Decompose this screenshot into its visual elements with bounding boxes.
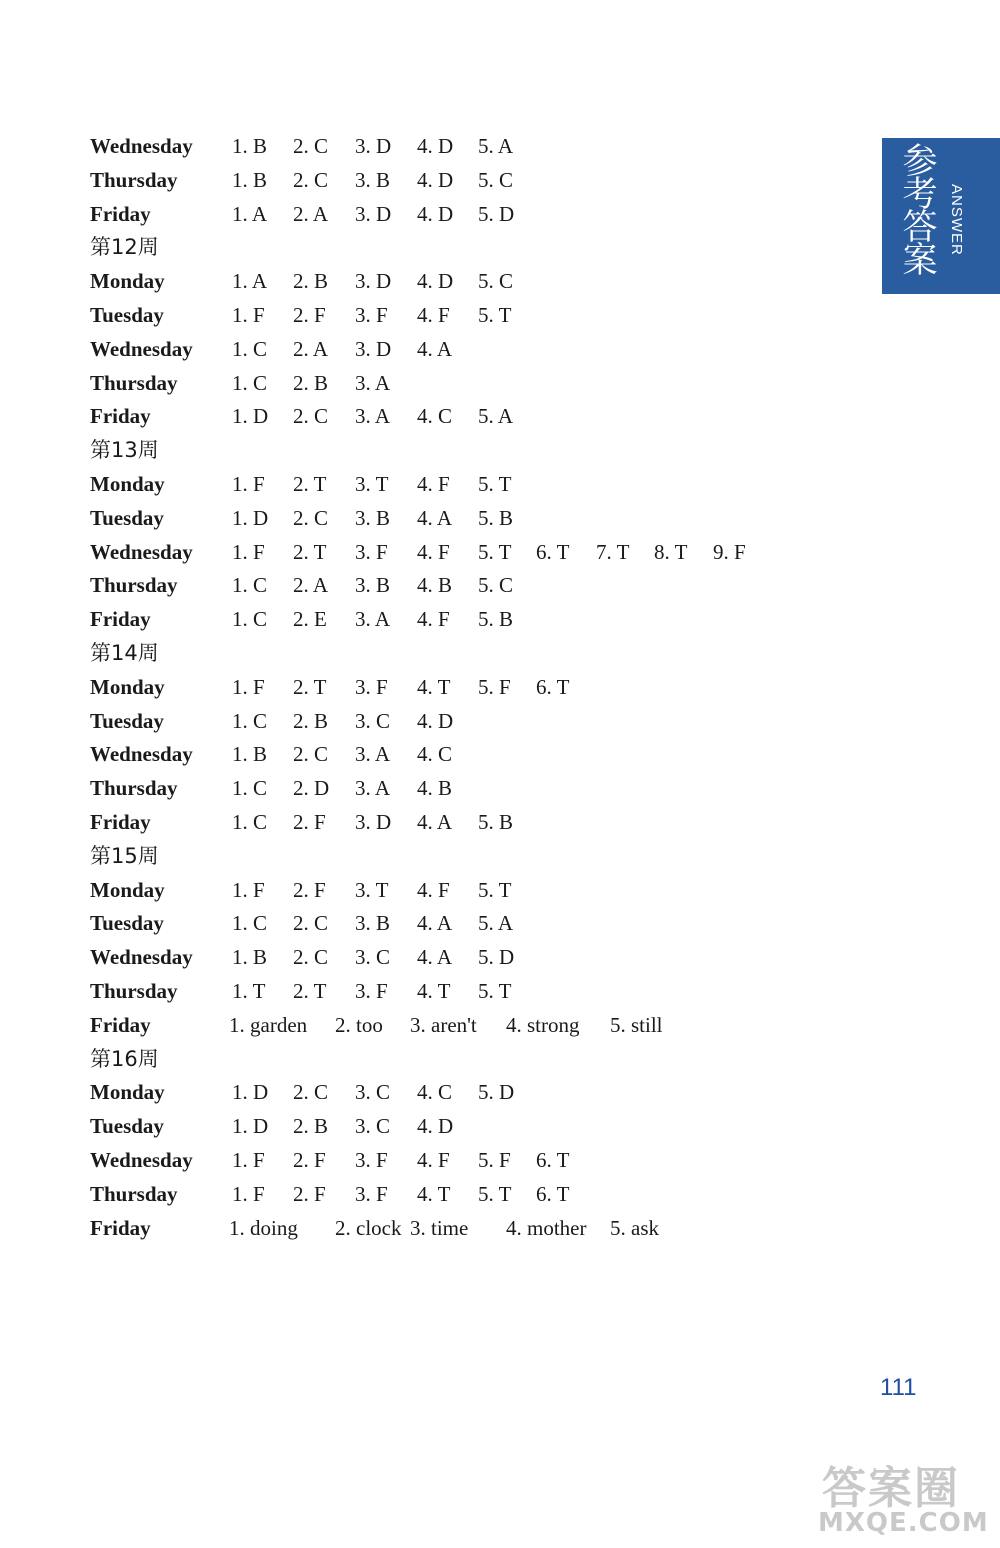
answer-item: 1. F xyxy=(232,1181,265,1206)
day-label: Thursday xyxy=(90,573,178,598)
answer-item: 1. D xyxy=(232,404,269,429)
answer-item: 5. F xyxy=(478,1148,511,1172)
answer-item: 4. F xyxy=(417,472,450,496)
day-label: Thursday xyxy=(90,1181,178,1206)
answer-item: 4. T xyxy=(417,979,451,1003)
answer-item: 4. D xyxy=(417,1114,454,1139)
answer-item: 3. C xyxy=(355,945,391,970)
answer-item: 2. B xyxy=(293,1114,329,1139)
day-answer-row xyxy=(0,570,1000,600)
answer-item: 4. A xyxy=(417,945,453,970)
day-label: Thursday xyxy=(90,370,178,395)
answer-item: 1. F xyxy=(232,472,265,496)
answer-item: 3. B xyxy=(355,911,391,936)
answer-item: 4. strong xyxy=(506,1012,580,1037)
answer-item: 1. B xyxy=(232,167,268,192)
day-answer-row xyxy=(0,131,1000,161)
answer-item: 5. T xyxy=(478,539,512,564)
answer-item: 3. D xyxy=(355,134,392,158)
answer-item: 4. A xyxy=(417,336,453,361)
answer-item: 3. C xyxy=(355,1114,391,1139)
answer-item: 2. B xyxy=(293,269,329,294)
answer-item: 2. C xyxy=(293,505,329,530)
week-heading-row xyxy=(0,1044,1000,1074)
answer-item: 2. C xyxy=(293,167,329,192)
day-label: Monday xyxy=(90,877,165,902)
answer-item: 5. B xyxy=(478,810,514,834)
answer-item: 2. C xyxy=(293,404,329,429)
answer-item: 1. D xyxy=(232,505,269,530)
day-label: Wednesday xyxy=(90,945,193,970)
answer-item: 5. D xyxy=(478,1080,515,1105)
answer-item: 5. A xyxy=(478,404,514,429)
answer-item: 1. D xyxy=(232,1114,269,1139)
answer-item: 1. F xyxy=(232,674,265,699)
day-answer-row xyxy=(0,739,1000,769)
answer-item: 1. F xyxy=(232,1148,265,1172)
day-label: Tuesday xyxy=(90,505,164,530)
answer-item: 5. B xyxy=(478,505,514,530)
answer-item: 3. C xyxy=(355,708,391,733)
answer-item: 5. D xyxy=(478,201,515,226)
answer-item: 4. D xyxy=(417,708,454,733)
answer-item: 5. T xyxy=(478,472,512,496)
answer-item: 2. F xyxy=(293,877,326,902)
answer-item: 3. A xyxy=(355,370,391,395)
answer-item: 3. T xyxy=(355,472,389,496)
day-label: Thursday xyxy=(90,167,178,192)
answer-item: 2. C xyxy=(293,911,329,936)
answer-item: 4. T xyxy=(417,674,451,699)
answer-item: 3. T xyxy=(355,877,389,902)
answer-item: 2. B xyxy=(293,708,329,733)
answer-item: 1. C xyxy=(232,607,268,632)
answer-item: 5. T xyxy=(478,877,512,902)
answer-item: 5. A xyxy=(478,911,514,936)
answer-item: 3. D xyxy=(355,269,392,294)
answer-item: 3. B xyxy=(355,573,391,598)
answer-item: 1. F xyxy=(232,539,265,564)
answer-item: 1. C xyxy=(232,573,268,598)
day-label: Friday xyxy=(90,810,151,834)
answer-item: 4. A xyxy=(417,505,453,530)
answer-item: 5. C xyxy=(478,573,514,598)
answer-item: 3. F xyxy=(355,979,388,1003)
answer-item: 3. F xyxy=(355,1148,388,1172)
answer-item: 1. C xyxy=(232,708,268,733)
answer-item: 4. F xyxy=(417,607,450,632)
day-answer-row xyxy=(0,266,1000,296)
answer-item: 1. C xyxy=(232,911,268,936)
answer-item: 4. C xyxy=(417,404,453,429)
day-label: Tuesday xyxy=(90,1114,164,1139)
answer-item: 6. T xyxy=(536,1181,570,1206)
answer-item: 4. D xyxy=(417,201,454,226)
answer-item: 5. D xyxy=(478,945,515,970)
answer-item: 1. T xyxy=(232,979,266,1003)
answer-item: 1. A xyxy=(232,201,268,226)
day-label: Tuesday xyxy=(90,911,164,936)
day-answer-row xyxy=(0,1010,1000,1040)
answer-item: 7. T xyxy=(596,539,630,564)
day-answer-row xyxy=(0,875,1000,905)
week-heading: 第15周 xyxy=(90,843,159,868)
day-label: Friday xyxy=(90,201,151,226)
answer-item: 3. D xyxy=(355,810,392,834)
day-label: Wednesday xyxy=(90,134,193,158)
answer-item: 2. F xyxy=(293,1148,326,1172)
day-label: Friday xyxy=(90,1012,151,1037)
day-label: Tuesday xyxy=(90,303,164,327)
answer-item: 1. D xyxy=(232,1080,269,1105)
answer-item: 3. B xyxy=(355,505,391,530)
answer-item: 5. ask xyxy=(610,1215,659,1240)
answer-item: 5. C xyxy=(478,269,514,294)
day-answer-row xyxy=(0,503,1000,533)
answer-item: 2. A xyxy=(293,336,329,361)
answer-item: 2. C xyxy=(293,134,329,158)
day-label: Friday xyxy=(90,404,151,429)
week-heading-row xyxy=(0,435,1000,465)
answer-item: 3. F xyxy=(355,674,388,699)
answer-item: 1. F xyxy=(232,877,265,902)
answer-item: 4. B xyxy=(417,573,453,598)
day-answer-row xyxy=(0,942,1000,972)
answer-item: 3. A xyxy=(355,404,391,429)
watermark-cn: 答案圈 xyxy=(822,1463,960,1514)
day-label: Thursday xyxy=(90,776,178,801)
answer-item: 5. B xyxy=(478,607,514,632)
answer-item: 2. F xyxy=(293,1181,326,1206)
answer-item: 6. T xyxy=(536,674,570,699)
week-heading: 第14周 xyxy=(90,641,159,665)
day-answer-row xyxy=(0,199,1000,229)
answer-item: 5. still xyxy=(610,1012,663,1037)
day-label: Monday xyxy=(90,472,165,496)
answer-item: 3. A xyxy=(355,742,391,767)
day-answer-row xyxy=(0,1179,1000,1209)
side-tab-subtitle: ANSWER xyxy=(948,184,965,256)
answer-item: 2. too xyxy=(335,1012,383,1037)
day-answer-row xyxy=(0,976,1000,1006)
answer-item: 1. F xyxy=(232,303,265,327)
answer-item: 5. T xyxy=(478,303,512,327)
answer-item: 4. D xyxy=(417,167,454,192)
day-label: Wednesday xyxy=(90,1148,193,1172)
answer-item: 4. F xyxy=(417,303,450,327)
day-label: Wednesday xyxy=(90,336,193,361)
answer-item: 4. F xyxy=(417,877,450,902)
answer-item: 1. B xyxy=(232,945,268,970)
day-answer-row xyxy=(0,401,1000,431)
answer-item: 3. F xyxy=(355,303,388,327)
answer-item: 2. F xyxy=(293,303,326,327)
answer-item: 4. T xyxy=(417,1181,451,1206)
answer-item: 4. C xyxy=(417,742,453,767)
day-answer-row xyxy=(0,368,1000,398)
day-answer-row xyxy=(0,334,1000,364)
answer-item: 2. C xyxy=(293,945,329,970)
answer-item: 2. A xyxy=(293,573,329,598)
answer-item: 6. T xyxy=(536,1148,570,1172)
answer-item: 3. A xyxy=(355,776,391,801)
answer-item: 9. F xyxy=(713,539,746,564)
answer-item: 3. aren't xyxy=(410,1012,477,1037)
day-answer-row xyxy=(0,1111,1000,1141)
answer-item: 2. T xyxy=(293,539,327,564)
answer-item: 2. B xyxy=(293,370,329,395)
day-answer-row xyxy=(0,1213,1000,1243)
answer-item: 1. C xyxy=(232,370,268,395)
page-number: 111 xyxy=(880,1374,917,1401)
day-label: Friday xyxy=(90,607,151,632)
day-label: Thursday xyxy=(90,979,178,1003)
answer-item: 2. clock xyxy=(335,1215,402,1240)
day-label: Wednesday xyxy=(90,742,193,767)
answer-item: 4. D xyxy=(417,134,454,158)
day-answer-row xyxy=(0,469,1000,499)
answer-item: 2. A xyxy=(293,201,329,226)
answer-item: 1. C xyxy=(232,336,268,361)
day-answer-row xyxy=(0,672,1000,702)
day-answer-row xyxy=(0,537,1000,567)
answer-item: 4. A xyxy=(417,911,453,936)
day-answer-row xyxy=(0,165,1000,195)
answer-item: 2. C xyxy=(293,1080,329,1105)
answer-item: 3. C xyxy=(355,1080,391,1105)
answer-item: 4. F xyxy=(417,1148,450,1172)
answer-item: 2. F xyxy=(293,810,326,834)
watermark-url: MXQE.COM xyxy=(818,1508,989,1538)
answer-item: 4. mother xyxy=(506,1215,587,1240)
answer-item: 1. garden xyxy=(229,1012,308,1037)
week-heading-row xyxy=(0,841,1000,871)
day-answer-row xyxy=(0,1077,1000,1107)
answer-item: 4. A xyxy=(417,810,453,834)
answer-item: 4. F xyxy=(417,539,450,564)
answer-item: 3. A xyxy=(355,607,391,632)
answer-item: 3. D xyxy=(355,201,392,226)
day-answer-row xyxy=(0,773,1000,803)
day-label: Monday xyxy=(90,674,165,699)
answer-item: 1. B xyxy=(232,742,268,767)
answer-item: 2. D xyxy=(293,776,330,801)
day-answer-row xyxy=(0,706,1000,736)
answer-item: 1. doing xyxy=(229,1215,298,1240)
day-answer-row xyxy=(0,908,1000,938)
week-heading: 第16周 xyxy=(90,1046,159,1071)
watermark-logo xyxy=(818,1452,994,1544)
answer-side-tab xyxy=(882,138,1000,294)
answer-item: 5. A xyxy=(478,134,514,158)
day-label: Wednesday xyxy=(90,539,193,564)
answer-item: 2. T xyxy=(293,472,327,496)
answer-item: 3. B xyxy=(355,167,391,192)
answer-item: 3. F xyxy=(355,1181,388,1206)
day-label: Monday xyxy=(90,269,165,294)
day-label: Monday xyxy=(90,1080,165,1105)
week-heading: 第12周 xyxy=(90,235,159,260)
answer-item: 1. C xyxy=(232,810,268,834)
answer-item: 4. C xyxy=(417,1080,453,1105)
answer-item: 3. D xyxy=(355,336,392,361)
answer-item: 6. T xyxy=(536,539,570,564)
answer-item: 3. F xyxy=(355,539,388,564)
day-answer-row xyxy=(0,604,1000,634)
week-heading-row xyxy=(0,232,1000,262)
answer-item: 2. E xyxy=(293,607,327,632)
answer-item: 2. T xyxy=(293,979,327,1003)
answer-item: 1. A xyxy=(232,269,268,294)
week-heading-row xyxy=(0,638,1000,668)
day-answer-row xyxy=(0,807,1000,837)
answer-item: 4. B xyxy=(417,776,453,801)
answer-item: 2. T xyxy=(293,674,327,699)
day-answer-row xyxy=(0,1145,1000,1175)
answer-item: 3. time xyxy=(410,1215,469,1240)
side-tab-title: 参考答案 xyxy=(897,142,937,274)
answer-item: 1. C xyxy=(232,776,268,801)
answer-item: 4. D xyxy=(417,269,454,294)
day-label: Friday xyxy=(90,1215,151,1240)
answer-item: 5. C xyxy=(478,167,514,192)
day-answer-row xyxy=(0,300,1000,330)
answer-item: 5. T xyxy=(478,979,512,1003)
answer-item: 5. T xyxy=(478,1181,512,1206)
week-heading: 第13周 xyxy=(90,438,159,463)
answer-item: 5. F xyxy=(478,674,511,699)
day-label: Tuesday xyxy=(90,708,164,733)
answer-item: 8. T xyxy=(654,539,688,564)
answer-item: 1. B xyxy=(232,134,268,158)
answer-item: 2. C xyxy=(293,742,329,767)
